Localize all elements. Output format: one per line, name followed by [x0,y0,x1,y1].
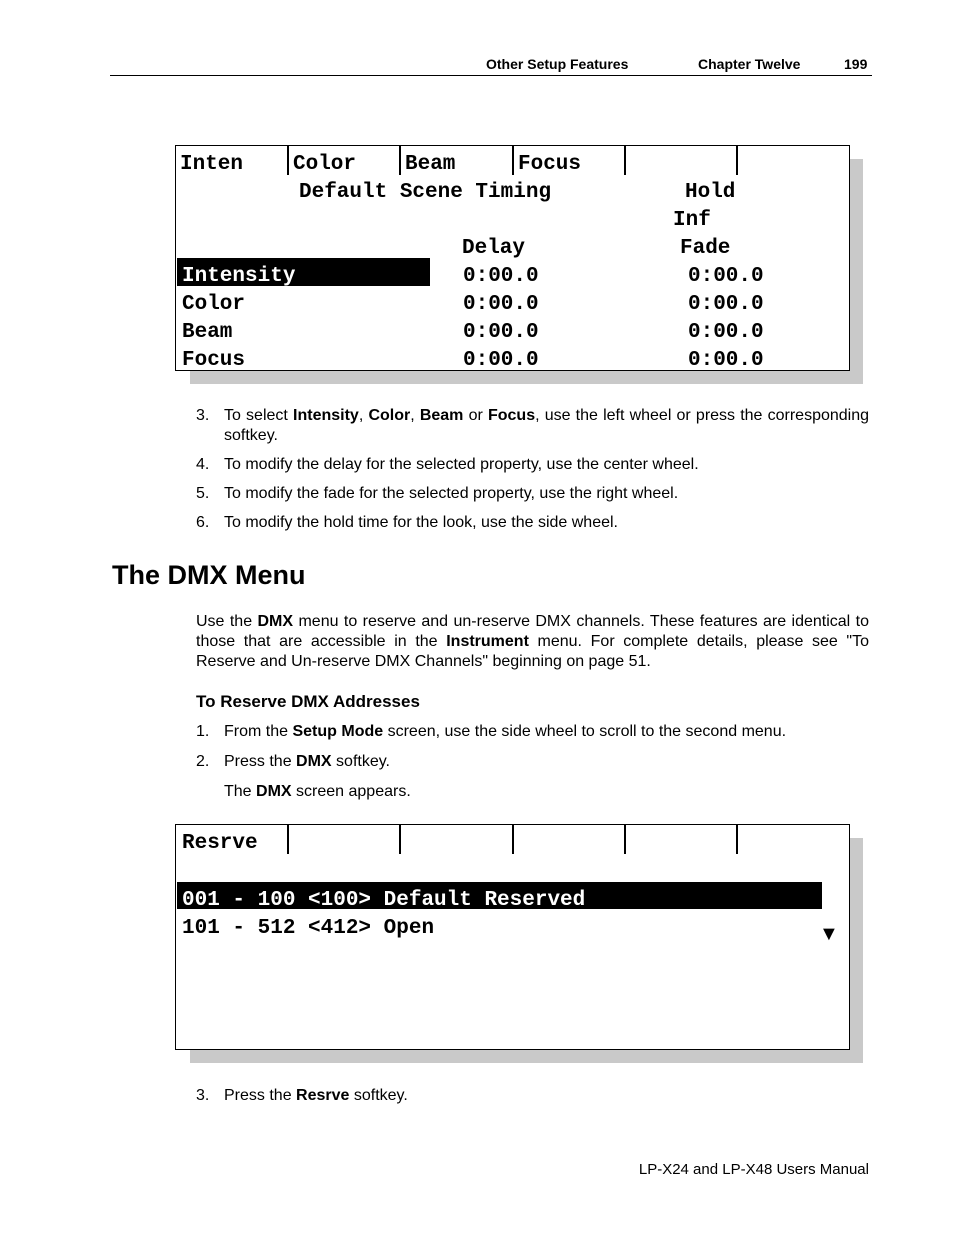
softkey-resrve[interactable]: Resrve [182,832,258,855]
header-section: Other Setup Features [486,56,629,72]
softkey-beam[interactable]: Beam [405,153,456,176]
step-1-text: From the Setup Mode screen, use the side wheel to scroll to the second menu. [224,723,787,740]
row-label-focus[interactable]: Focus [182,349,246,369]
hold-value: Inf [673,209,711,232]
step-5-text: To modify the fade for the selected property, use the right wheel. [224,485,679,502]
subsection-title: To Reserve DMX Addresses [196,692,420,711]
row-fade-beam: 0:00.0 [688,321,764,344]
scroll-down-icon: ▼ [819,923,839,945]
step-number: 1. [196,723,210,740]
step-6-text: To modify the hold time for the look, use the side wheel. [224,514,618,531]
row-label-beam[interactable]: Beam [182,321,233,344]
dmx-range-row[interactable]: 001 - 100 <100> Default Reserved [182,889,586,912]
header-page-number: 199 [844,56,868,72]
softkey-inten[interactable]: Inten [180,153,244,176]
delay-header: Delay [462,237,526,260]
step-2-text: Press the DMX softkey. [224,753,390,770]
step-4-text: To modify the delay for the selected property, use the center wheel. [224,456,699,473]
hold-label: Hold [685,181,736,204]
row-fade-color: 0:00.0 [688,293,764,316]
header-rule [110,75,872,76]
header-chapter: Chapter Twelve [698,56,801,72]
section-title: The DMX Menu [112,560,306,590]
row-delay-color: 0:00.0 [463,293,539,316]
row-label-intensity[interactable]: Intensity [182,265,296,288]
row-delay-intensity: 0:00.0 [463,265,539,288]
step-number: 4. [196,456,210,473]
softkey-focus[interactable]: Focus [518,153,582,176]
row-fade-focus: 0:00.0 [688,349,764,369]
row-label-color[interactable]: Color [182,293,246,316]
softkey-divider [287,146,289,175]
screen-title: Default Scene Timing [299,181,552,204]
step-number: 5. [196,485,210,502]
dmx-screen [175,824,850,1050]
row-delay-beam: 0:00.0 [463,321,539,344]
softkey-divider [736,146,738,175]
dmx-range-row[interactable]: 101 - 512 <412> Open [182,917,435,940]
softkey-divider [736,825,738,854]
row-delay-focus: 0:00.0 [463,349,539,369]
step-3-text: To select Intensity, Color, Beam or Focus, use the left wheel or press the corresponding softkey. [224,407,870,444]
softkey-divider [399,825,401,854]
timing-screen [175,145,850,371]
intro-paragraph: Use the DMX menu to reserve and un-reserve DMX channels. These features are identical to those that are accessible in the Instrument menu. For complete details, please see "To Reserve and Un-reserve DMX Channels" beginning on page 51. [196,613,869,670]
step-number: 6. [196,514,210,531]
softkey-divider [624,825,626,854]
row-fade-intensity: 0:00.0 [688,265,764,288]
softkey-divider [287,825,289,854]
result-note: The DMX screen appears. [224,783,411,800]
footer-manual-title: LP-X24 and LP-X48 Users Manual [638,1161,869,1178]
step-number: 3. [196,407,210,424]
step-number: 3. [196,1087,210,1104]
step-number: 2. [196,753,210,770]
softkey-divider [399,146,401,175]
softkey-divider [512,825,514,854]
softkey-color[interactable]: Color [293,153,357,176]
softkey-divider [512,146,514,175]
step-3b-text: Press the Resrve softkey. [224,1087,408,1104]
fade-header: Fade [680,237,731,260]
softkey-divider [624,146,626,175]
